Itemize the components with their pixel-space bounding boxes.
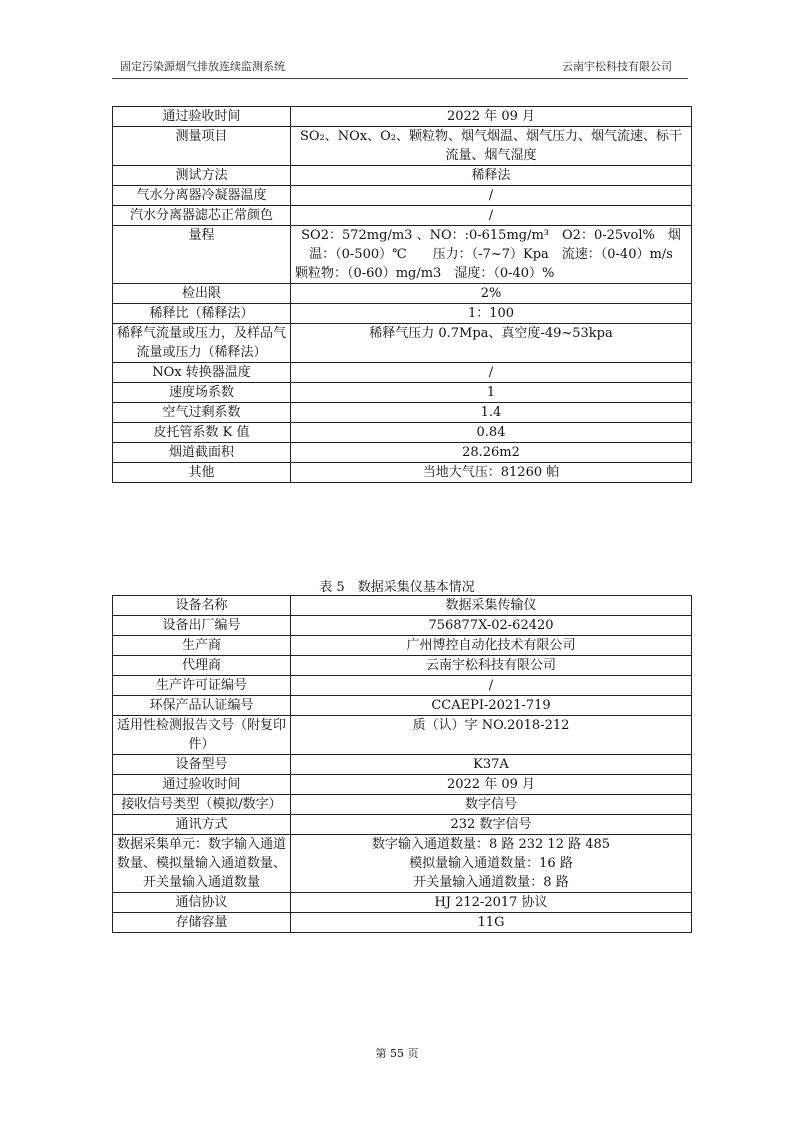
table-row bbox=[113, 835, 692, 893]
row-label: 设备型号 bbox=[113, 755, 291, 775]
row-value: 1：100 bbox=[291, 304, 692, 324]
row-label: 测试方法 bbox=[113, 166, 291, 186]
table-row bbox=[113, 383, 692, 403]
row-label: 通讯方式 bbox=[113, 815, 291, 835]
row-label: 汽水分离器滤芯正常颜色 bbox=[113, 206, 291, 226]
table-row bbox=[113, 616, 692, 636]
row-label: 烟道截面积 bbox=[113, 443, 291, 463]
table-row bbox=[113, 893, 692, 913]
row-value: 0.84 bbox=[291, 423, 692, 443]
row-label: 生产许可证编号 bbox=[113, 676, 291, 696]
table-row bbox=[113, 284, 692, 304]
row-value: 2% bbox=[291, 284, 692, 304]
table-row bbox=[113, 716, 692, 755]
row-value: 28.26m2 bbox=[291, 443, 692, 463]
row-value: 稀释气压力 0.7Mpa、真空度-49~53kpa bbox=[291, 324, 692, 363]
table-row bbox=[113, 795, 692, 815]
row-value: 2022 年 09 月 bbox=[291, 775, 692, 795]
table-caption: 表 5 数据采集仪基本情况 bbox=[319, 580, 475, 595]
row-value-multiline bbox=[291, 835, 692, 893]
row-value: / bbox=[291, 363, 692, 383]
table-row bbox=[113, 815, 692, 835]
table-row bbox=[113, 324, 692, 363]
table-row bbox=[113, 696, 692, 716]
table-row bbox=[113, 636, 692, 656]
table-row bbox=[113, 127, 692, 166]
header-left-title: 固定污染源烟气排放连续监测系统 bbox=[120, 60, 285, 73]
row-value: / bbox=[291, 206, 692, 226]
table-row bbox=[113, 596, 692, 616]
table-row bbox=[113, 463, 692, 483]
channel-line-switch: 开关量输入通道数量：8 路 bbox=[413, 875, 569, 890]
row-value: SO2：572mg/m3 、NO：:0-615mg/m³ O2：0-25vol% 烟温：（0-500）℃ 压力：（-7~7）Kpa 流速：（0-40）m/s 颗粒物：（0-60）mg/m3 湿度：（0-40）% bbox=[291, 226, 692, 284]
table-row bbox=[113, 423, 692, 443]
channel-line-digital: 数字输入通道数量：8 路 232 12 路 485 bbox=[371, 837, 611, 852]
cems-parameter-table bbox=[112, 106, 699, 483]
row-value: 数据采集传输仪 bbox=[291, 596, 692, 616]
row-label: 存储容量 bbox=[113, 913, 291, 933]
row-label: 速度场系数 bbox=[113, 383, 291, 403]
row-label: 环保产品认证编号 bbox=[113, 696, 291, 716]
row-value: 11G bbox=[291, 913, 692, 933]
row-value: 广州博控自动化技术有限公司 bbox=[291, 636, 692, 656]
row-label: 气水分离器冷凝器温度 bbox=[113, 186, 291, 206]
table-row bbox=[113, 107, 692, 127]
row-label: 稀释比（稀释法） bbox=[113, 304, 291, 324]
row-value: 稀释法 bbox=[291, 166, 692, 186]
page-number: 第 55 页 bbox=[375, 1047, 419, 1060]
row-label: 空气过剩系数 bbox=[113, 403, 291, 423]
table-row bbox=[113, 166, 692, 186]
row-label: 接收信号类型（模拟/数字） bbox=[113, 795, 291, 815]
row-label: NOx 转换器温度 bbox=[113, 363, 291, 383]
row-label: 设备出厂编号 bbox=[113, 616, 291, 636]
table-row bbox=[113, 676, 692, 696]
table-row bbox=[113, 186, 692, 206]
row-value: 数字信号 bbox=[291, 795, 692, 815]
row-label: 检出限 bbox=[113, 284, 291, 304]
table-row bbox=[113, 226, 692, 284]
table-row bbox=[113, 656, 692, 676]
row-label: 其他 bbox=[113, 463, 291, 483]
row-label: 通过验收时间 bbox=[113, 775, 291, 795]
row-label: 代理商 bbox=[113, 656, 291, 676]
table-row bbox=[113, 775, 692, 795]
table-row bbox=[113, 206, 692, 226]
row-label: 适用性检测报告文号（附复印件） bbox=[113, 716, 291, 755]
table-row bbox=[113, 443, 692, 463]
channel-line-analog: 模拟量输入通道数量：16 路 bbox=[409, 856, 573, 871]
row-value: K37A bbox=[291, 755, 692, 775]
row-value: / bbox=[291, 186, 692, 206]
row-value: SO₂、NOx、O₂、颗粒物、烟气烟温、烟气压力、烟气流速、标干流量、烟气湿度 bbox=[291, 127, 692, 166]
table-row bbox=[113, 304, 692, 324]
row-value: 质（认）字 NO.2018-212 bbox=[291, 716, 692, 755]
row-label: 数据采集单元：数字输入通道数量、模拟量输入通道数量、开关量输入通道数量 bbox=[113, 835, 291, 893]
table-row bbox=[113, 755, 692, 775]
row-value: 2022 年 09 月 bbox=[291, 107, 692, 127]
table-row bbox=[113, 403, 692, 423]
row-value: 当地大气压：81260 帕 bbox=[291, 463, 692, 483]
row-label: 通信协议 bbox=[113, 893, 291, 913]
table-row bbox=[113, 363, 692, 383]
row-label: 通过验收时间 bbox=[113, 107, 291, 127]
row-value: 756877X-02-62420 bbox=[291, 616, 692, 636]
row-value: 1.4 bbox=[291, 403, 692, 423]
row-label: 设备名称 bbox=[113, 596, 291, 616]
header-divider bbox=[112, 78, 688, 79]
header-right-company: 云南宇松科技有限公司 bbox=[562, 60, 672, 73]
row-value: 云南宇松科技有限公司 bbox=[291, 656, 692, 676]
row-value: 1 bbox=[291, 383, 692, 403]
row-value: / bbox=[291, 676, 692, 696]
row-label: 稀释气流量或压力，及样品气流量或压力（稀释法） bbox=[113, 324, 291, 363]
data-acquisition-table bbox=[112, 595, 692, 933]
table-row bbox=[113, 913, 692, 933]
row-value: CCAEPI-2021-719 bbox=[291, 696, 692, 716]
row-label: 量程 bbox=[113, 226, 291, 284]
row-value: HJ 212-2017 协议 bbox=[291, 893, 692, 913]
row-label: 生产商 bbox=[113, 636, 291, 656]
row-label: 测量项目 bbox=[113, 127, 291, 166]
row-value: 232 数字信号 bbox=[291, 815, 692, 835]
row-label: 皮托管系数 K 值 bbox=[113, 423, 291, 443]
